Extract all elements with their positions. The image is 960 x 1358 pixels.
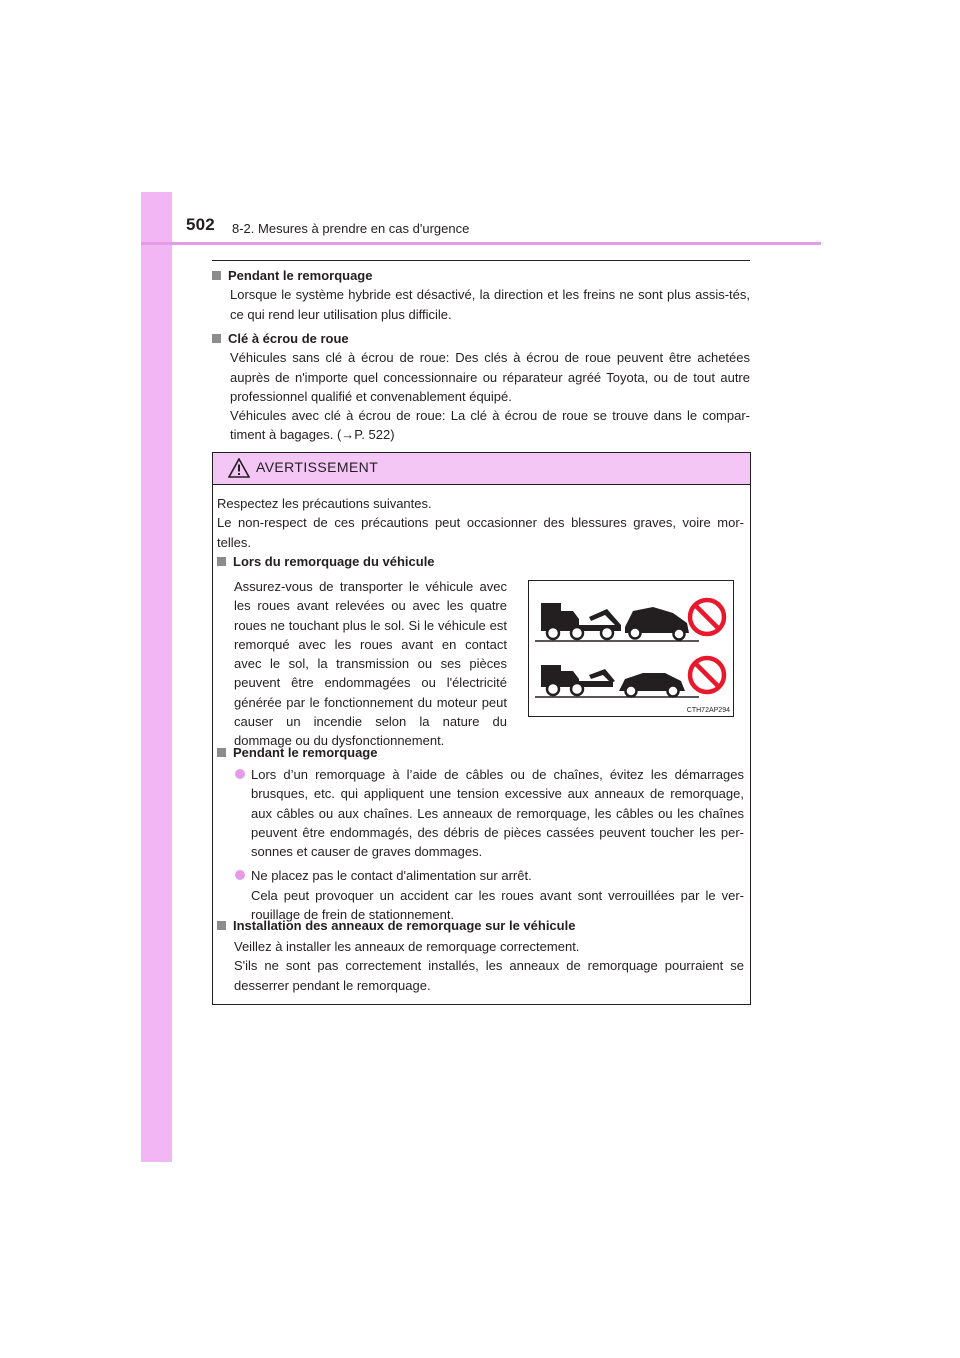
square-bullet-icon <box>217 748 226 757</box>
page-number: 502 <box>186 215 215 234</box>
warning-sub-text-3: Veillez à installer les anneaux de remorquage correctement. S'ils ne sont pas correctement installés, les anneaux de remorquage pourraient se desserrer pendant le remorquage. <box>234 939 744 993</box>
warning-sub-heading-3: Installation des anneaux de remorquage sur le véhicule <box>217 916 744 935</box>
warning-box <box>212 452 751 1005</box>
header-rule <box>141 242 821 245</box>
list-item: Lors d’un remorquage à l’aide de câbles ou de chaînes, évitez les démarrages brusques, etc. qui appliquent une tension excessive aux anneaux de remorquage, aux câbles ou aux chaînes. Les anneaux de remorquage, les câbles ou les chaînes peuvent être endommagés, des débris de pièces cassées peuvent toucher les per-sonnes et causer de graves dommages. <box>217 765 744 861</box>
list-item: Ne placez pas le contact d'alimentation sur arrêt. Cela peut provoquer un accident car les roues avant sont verrouillées par le ver-rouillage de frein de stationnement. <box>217 866 744 924</box>
section-body: Véhicules sans clé à écrou de roue: Des clés à écrou de roue peuvent être achetées auprès de n'importe quel concessionnaire ou réparateur agréé Toyota, ou de tout autre professionnel qualifié et convenablement équipé. Véhicules avec clé à écrou de roue: La clé à écrou de roue se trouve dans le compar-timent à bagages. (→P. 522) <box>230 350 750 443</box>
square-bullet-icon <box>217 921 226 930</box>
section-heading: Pendant le remorquage <box>212 266 750 285</box>
square-bullet-icon <box>212 334 221 343</box>
section-towing <box>212 266 750 324</box>
warning-triangle-icon <box>228 458 250 478</box>
warning-sub-text-1: Assurez-vous de transporter le véhicule avec les roues avant relevées ou avec les quatre roues ne touchant plus le sol. Si le véhicule est remorqué avec les roues avant en contact avec le sol, la transmission ou ses pièces peuvent être endommagées ou l'électricité générée par le fonctionnement du moteur peut causer un incendie selon la nature du dommage ou du dysfonctionnement. <box>234 579 507 749</box>
section-wheel-wrench <box>212 329 750 445</box>
content-divider <box>212 260 750 261</box>
section-body: Lorsque le système hybride est désactivé, la direction et les freins ne sont plus assis-tés, ce qui rend leur utilisation plus difficile. <box>230 287 750 322</box>
section-heading: Clé à écrou de roue <box>212 329 750 348</box>
warning-bullets <box>217 765 744 924</box>
towing-illustration <box>528 580 734 717</box>
warning-intro: Respectez les précautions suivantes. Le non-respect de ces précautions peut occasionner des blessures graves, voire mor-telles. <box>217 496 744 550</box>
warning-sub-heading-2: Pendant le remorquage <box>217 743 744 762</box>
round-bullet-icon <box>235 769 245 779</box>
warning-sub-heading-1: Lors du remorquage du véhicule <box>217 552 744 571</box>
section-title: 8-2. Mesures à prendre en cas d'urgence <box>232 221 470 236</box>
round-bullet-icon <box>235 870 245 880</box>
square-bullet-icon <box>217 557 226 566</box>
square-bullet-icon <box>212 271 221 280</box>
illustration-code: CTH72AP294 <box>686 707 730 714</box>
warning-title: AVERTISSEMENT <box>256 459 379 475</box>
tow-truck-prohibited-illustration <box>529 581 733 716</box>
warning-header <box>213 453 750 485</box>
side-tab-strip <box>141 192 172 1162</box>
